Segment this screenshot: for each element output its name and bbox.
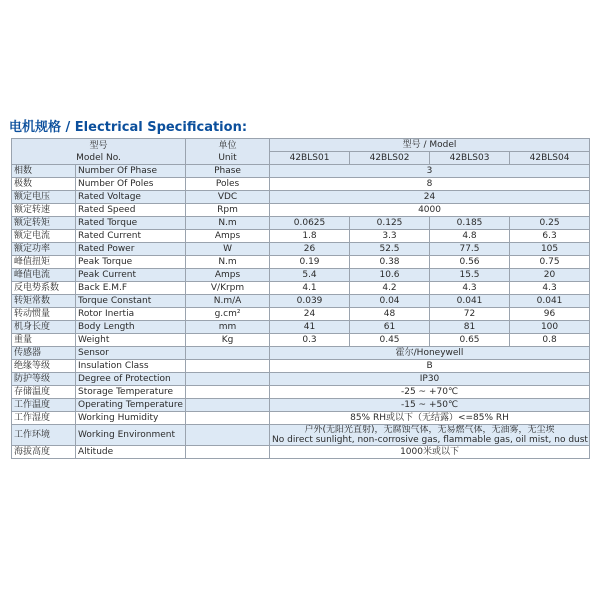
param-unit	[186, 446, 270, 459]
table-row	[12, 295, 590, 308]
param-name-en: Peak Current	[76, 269, 186, 282]
param-name-zh: 海拔高度	[12, 446, 76, 459]
table-row	[12, 217, 590, 230]
param-unit	[186, 347, 270, 360]
param-unit: Amps	[186, 230, 270, 243]
unit-header	[186, 139, 270, 165]
param-value: 0.19	[270, 256, 350, 269]
param-value: 6.3	[510, 230, 590, 243]
param-value: 4.8	[430, 230, 510, 243]
param-value: 20	[510, 269, 590, 282]
param-unit: N.m	[186, 256, 270, 269]
param-value: 72	[430, 308, 510, 321]
unit-en: Unit	[218, 152, 237, 163]
model-no-header	[12, 139, 186, 165]
table-row	[12, 230, 590, 243]
param-name-en: Working Environment	[76, 425, 186, 446]
param-value: 0.041	[430, 295, 510, 308]
param-name-zh: 额定转矩	[12, 217, 76, 230]
param-value: 5.4	[270, 269, 350, 282]
param-value: 81	[430, 321, 510, 334]
param-name-en: Storage Temperature	[76, 386, 186, 399]
param-name-en: Sensor	[76, 347, 186, 360]
table-row	[12, 282, 590, 295]
param-value-all-models: 4000	[270, 204, 590, 217]
param-value-all-models	[270, 425, 590, 446]
param-unit: N.m	[186, 217, 270, 230]
param-name-en: Body Length	[76, 321, 186, 334]
param-name-zh: 转动惯量	[12, 308, 76, 321]
param-value: 0.38	[350, 256, 430, 269]
param-value-all-models: IP30	[270, 373, 590, 386]
model-group-header: 型号 / Model	[270, 139, 590, 152]
param-value: 0.125	[350, 217, 430, 230]
param-name-en: Back E.M.F	[76, 282, 186, 295]
param-name-zh: 存储温度	[12, 386, 76, 399]
param-unit	[186, 425, 270, 446]
param-value: 0.0625	[270, 217, 350, 230]
table-row	[12, 446, 590, 459]
param-value: 4.1	[270, 282, 350, 295]
param-value: 10.6	[350, 269, 430, 282]
param-value: 0.041	[510, 295, 590, 308]
param-name-zh: 工作环境	[12, 425, 76, 446]
param-name-en: Number Of Phase	[76, 165, 186, 178]
param-value-all-models: 85% RH或以下（无结露）<=85% RH	[270, 412, 590, 425]
param-name-zh: 极数	[12, 178, 76, 191]
param-name-zh: 传感器	[12, 347, 76, 360]
param-value: 0.56	[430, 256, 510, 269]
param-name-zh: 峰值扭矩	[12, 256, 76, 269]
table-row	[12, 256, 590, 269]
param-value-all-models: 24	[270, 191, 590, 204]
param-name-zh: 重量	[12, 334, 76, 347]
param-name-en: Degree of Protection	[76, 373, 186, 386]
param-value: 0.45	[350, 334, 430, 347]
param-value-en: No direct sunlight, non-corrosive gas, flammable gas, oil mist, no dust	[272, 435, 588, 445]
param-name-zh: 转矩常数	[12, 295, 76, 308]
model-no-zh: 型号	[89, 140, 108, 151]
table-row	[12, 412, 590, 425]
param-value: 0.04	[350, 295, 430, 308]
model-header-04: 42BLS04	[510, 152, 590, 165]
param-name-zh: 额定转速	[12, 204, 76, 217]
param-unit: VDC	[186, 191, 270, 204]
param-unit: g.cm²	[186, 308, 270, 321]
param-name-en: Rated Power	[76, 243, 186, 256]
param-unit	[186, 360, 270, 373]
param-value: 0.039	[270, 295, 350, 308]
param-value: 77.5	[430, 243, 510, 256]
param-name-zh: 峰值电流	[12, 269, 76, 282]
param-value-all-models: 霍尔/Honeywell	[270, 347, 590, 360]
param-value: 26	[270, 243, 350, 256]
param-value: 24	[270, 308, 350, 321]
table-row	[12, 334, 590, 347]
param-unit: N.m/A	[186, 295, 270, 308]
param-unit: Kg	[186, 334, 270, 347]
param-name-en: Rated Voltage	[76, 191, 186, 204]
param-name-en: Peak Torque	[76, 256, 186, 269]
table-row	[12, 204, 590, 217]
table-row	[12, 399, 590, 412]
table-row	[12, 178, 590, 191]
table-row	[12, 165, 590, 178]
param-value: 0.65	[430, 334, 510, 347]
param-unit: mm	[186, 321, 270, 334]
param-name-zh: 机身长度	[12, 321, 76, 334]
param-value: 3.3	[350, 230, 430, 243]
table-row	[12, 243, 590, 256]
param-value-all-models: -25 ~ +70℃	[270, 386, 590, 399]
unit-zh: 单位	[218, 140, 237, 151]
param-value: 0.3	[270, 334, 350, 347]
param-name-en: Operating Temperature	[76, 399, 186, 412]
param-name-zh: 绝缘等级	[12, 360, 76, 373]
param-name-en: Insulation Class	[76, 360, 186, 373]
param-value-all-models: 1000米或以下	[270, 446, 590, 459]
table-row	[12, 269, 590, 282]
param-value: 52.5	[350, 243, 430, 256]
param-value: 96	[510, 308, 590, 321]
param-name-zh: 防护等级	[12, 373, 76, 386]
param-value: 48	[350, 308, 430, 321]
param-value: 0.8	[510, 334, 590, 347]
param-unit: Poles	[186, 178, 270, 191]
param-unit: V/Krpm	[186, 282, 270, 295]
param-name-en: Rated Torque	[76, 217, 186, 230]
param-value-all-models: -15 ~ +50℃	[270, 399, 590, 412]
param-unit	[186, 386, 270, 399]
param-unit: Phase	[186, 165, 270, 178]
page-title: 电机规格 / Electrical Specification:	[9, 120, 248, 135]
param-unit	[186, 399, 270, 412]
table-row	[12, 308, 590, 321]
param-value: 4.3	[430, 282, 510, 295]
table-row	[12, 386, 590, 399]
param-name-zh: 相数	[12, 165, 76, 178]
table-row	[12, 321, 590, 334]
table-row	[12, 191, 590, 204]
param-name-zh: 额定电流	[12, 230, 76, 243]
param-name-en: Altitude	[76, 446, 186, 459]
param-name-en: Rated Speed	[76, 204, 186, 217]
table-row	[12, 360, 590, 373]
param-value-all-models: 3	[270, 165, 590, 178]
param-value: 0.25	[510, 217, 590, 230]
param-unit: W	[186, 243, 270, 256]
param-unit: Amps	[186, 269, 270, 282]
param-name-en: Number Of Poles	[76, 178, 186, 191]
param-name-en: Weight	[76, 334, 186, 347]
param-value: 15.5	[430, 269, 510, 282]
param-unit	[186, 412, 270, 425]
param-name-en: Working Humidity	[76, 412, 186, 425]
param-value-zh: 户外(无阳光直射)，无腐蚀气体，无易燃气体，无油雾，无尘埃	[304, 425, 555, 435]
table-row	[12, 373, 590, 386]
param-value: 4.3	[510, 282, 590, 295]
param-name-zh: 反电势系数	[12, 282, 76, 295]
param-value: 100	[510, 321, 590, 334]
param-value: 61	[350, 321, 430, 334]
param-value: 0.185	[430, 217, 510, 230]
header-row-1	[12, 139, 590, 152]
param-value: 4.2	[350, 282, 430, 295]
param-unit: Rpm	[186, 204, 270, 217]
param-value: 105	[510, 243, 590, 256]
table-row	[12, 425, 590, 446]
model-header-03: 42BLS03	[430, 152, 510, 165]
spec-body	[12, 165, 590, 459]
param-unit	[186, 373, 270, 386]
param-value: 41	[270, 321, 350, 334]
param-value: 0.75	[510, 256, 590, 269]
param-value-all-models: 8	[270, 178, 590, 191]
param-name-zh: 额定功率	[12, 243, 76, 256]
model-header-02: 42BLS02	[350, 152, 430, 165]
param-name-en: Torque Constant	[76, 295, 186, 308]
param-value-all-models: B	[270, 360, 590, 373]
param-name-en: Rotor Inertia	[76, 308, 186, 321]
param-value: 1.8	[270, 230, 350, 243]
param-name-zh: 工作温度	[12, 399, 76, 412]
param-name-zh: 工作湿度	[12, 412, 76, 425]
param-name-zh: 额定电压	[12, 191, 76, 204]
param-name-en: Rated Current	[76, 230, 186, 243]
model-no-en: Model No.	[76, 152, 121, 163]
spec-table	[11, 138, 590, 459]
model-header-01: 42BLS01	[270, 152, 350, 165]
table-row	[12, 347, 590, 360]
